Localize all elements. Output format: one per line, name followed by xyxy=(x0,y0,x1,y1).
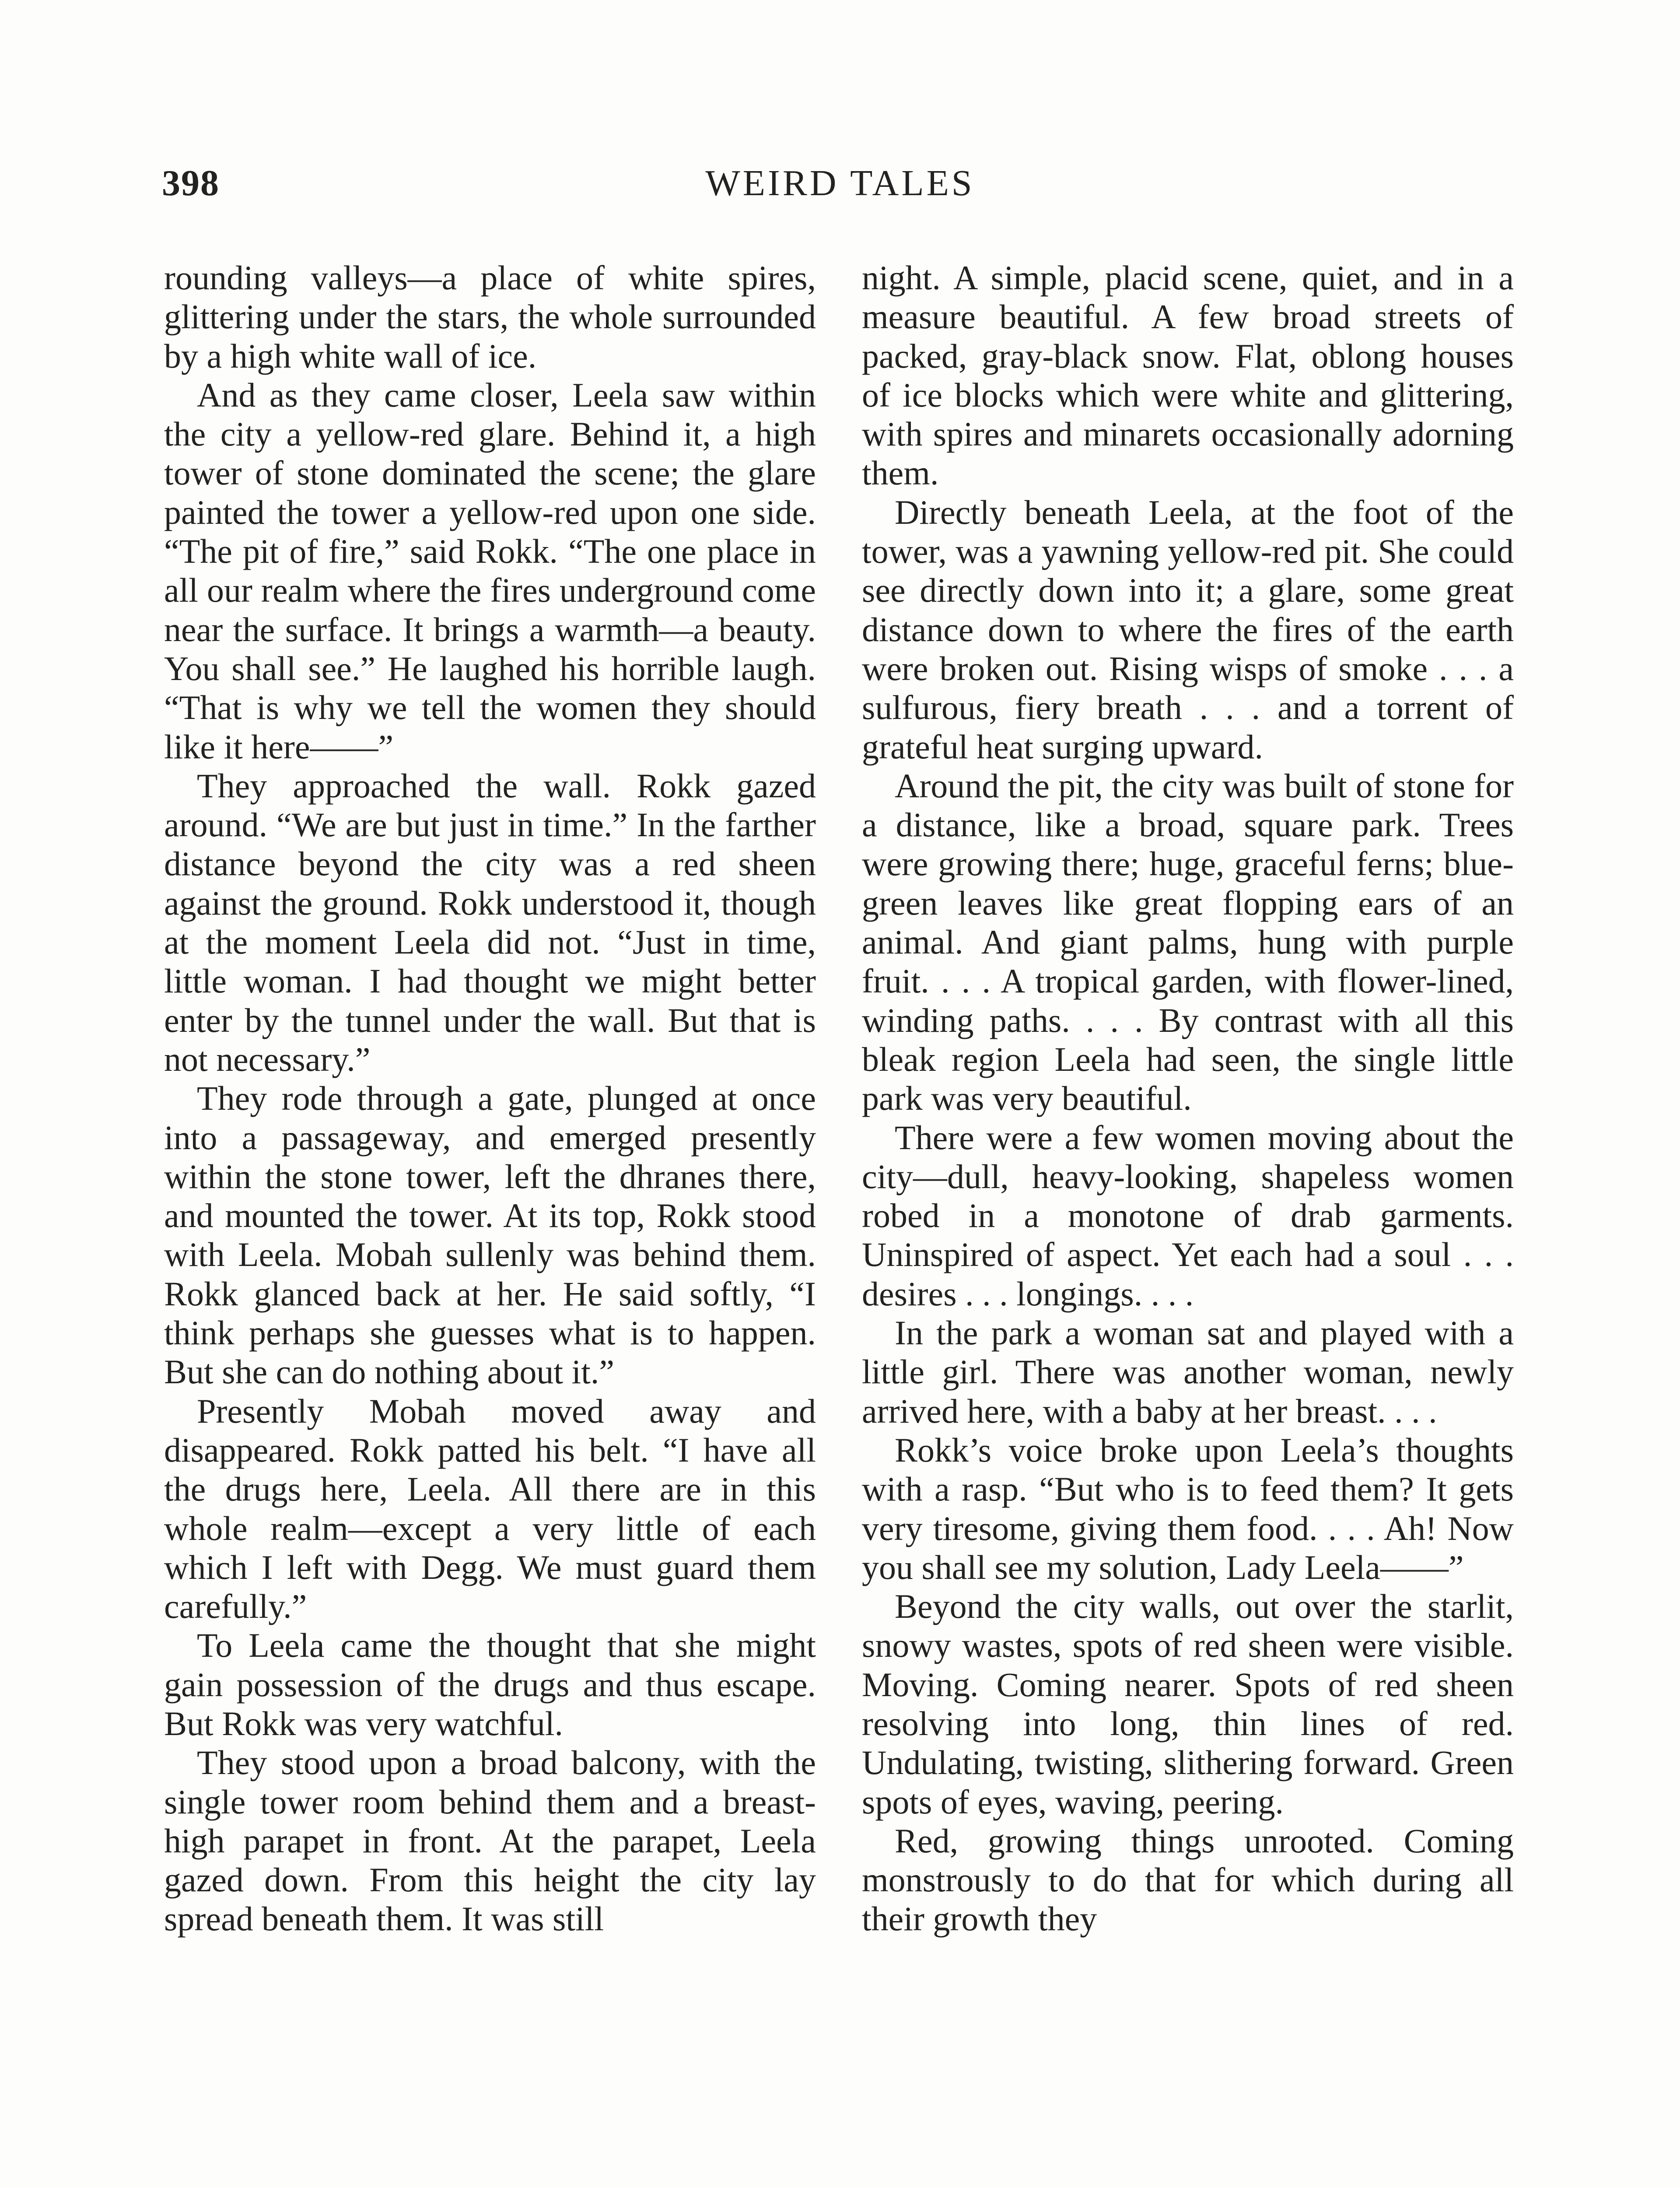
paragraph: Beyond the city walls, out over the starlit, snowy wastes, spots of red sheen were visible. Moving. Coming nearer. Spots of red sheen resolving into long, thin lines of red. Undulating, twisting, slithering forward. Green spots of eyes, waving, peering. xyxy=(862,1587,1514,1821)
paragraph: There were a few women moving about the city—dull, heavy-looking, shapeless women robed in a monotone of drab garments. Uninspired of aspect. Yet each had a soul . . . desires . . . longings. . . . xyxy=(862,1118,1514,1313)
paragraph: Around the pit, the city was built of stone for a distance, like a broad, square park. Trees were growing there; huge, graceful ferns; blue-green leaves like great flopping ears of an animal. And giant palms, hung with purple fruit. . . . A tropical garden, with flower-lined, winding paths. . . . By contrast with all this bleak region Leela had seen, the single little park was very beautiful. xyxy=(862,766,1514,1118)
paragraph: rounding valleys—a place of white spires, glittering under the stars, the whole surrounded by a high white wall of ice. xyxy=(164,259,816,375)
paragraph: They rode through a gate, plunged at once into a passageway, and emerged presently within the stone tower, left the dhranes there, and mounted the tower. At its top, Rokk stood with Leela. Mobah sullenly was behind them. Rokk glanced back at her. He said softly, “I think perhaps she guesses what is to happen. But she can do nothing about it.” xyxy=(164,1079,816,1391)
paragraph: Presently Mobah moved away and disappeared. Rokk patted his belt. “I have all the drugs here, Leela. All there are in this whole realm—except a very little of each which I left with Degg. We must guard them carefully.” xyxy=(164,1392,816,1626)
paragraph: Red, growing things unrooted. Coming monstrously to do that for which during all their growth they xyxy=(862,1821,1514,1938)
paragraph: Rokk’s voice broke upon Leela’s thoughts with a rasp. “But who is to feed them? It gets very tiresome, giving them food. . . . Ah! Now you shall see my solution, Lady Leela——” xyxy=(862,1431,1514,1586)
page-number: 398 xyxy=(162,163,220,203)
paragraph: They approached the wall. Rokk gazed around. “We are but just in time.” In the farther distance beyond the city was a red sheen against the ground. Rokk understood it, though at the moment Leela did not. “Just in time, little woman. I had thought we might better enter by the tunnel under the wall. But that is not necessary.” xyxy=(164,766,816,1078)
paragraph: To Leela came the thought that she might gain possession of the drugs and thus escape. But Rokk was very watchful. xyxy=(164,1626,816,1743)
paragraph: In the park a woman sat and played with a little girl. There was another woman, newly arrived here, with a baby at her breast. . . . xyxy=(862,1314,1514,1430)
running-head: WEIRD TALES xyxy=(705,163,975,203)
paragraph: Directly beneath Leela, at the foot of the tower, was a yawning yellow-red pit. She could see directly down into it; a glare, some great distance down to where the fires of the earth were broken out. Rising wisps of smoke . . . a sulfurous, fiery breath . . . and a torrent of grateful heat surging upward. xyxy=(862,493,1514,766)
paragraph: And as they came closer, Leela saw within the city a yellow-red glare. Behind it, a high tower of stone dominated the scene; the glare painted the tower a yellow-red upon one side. “The pit of fire,” said Rokk. “The one place in all our realm where the fires underground come near the surface. It brings a warmth—a beauty. You shall see.” He laughed his horrible laugh. “That is why we tell the women they should like it here——” xyxy=(164,375,816,766)
paragraph: night. A simple, placid scene, quiet, and in a measure beautiful. A few broad streets of packed, gray-black snow. Flat, oblong houses of ice blocks which were white and glittering, with spires and minarets occasionally adorning them. xyxy=(862,259,1514,492)
page-header xyxy=(162,162,1518,210)
right-text-column xyxy=(862,258,1514,1939)
left-text-column xyxy=(164,258,816,1939)
paragraph: They stood upon a broad balcony, with the single tower room behind them and a breast-high parapet in front. At the parapet, Leela gazed down. From this height the city lay spread beneath them. It was still xyxy=(164,1743,816,1938)
